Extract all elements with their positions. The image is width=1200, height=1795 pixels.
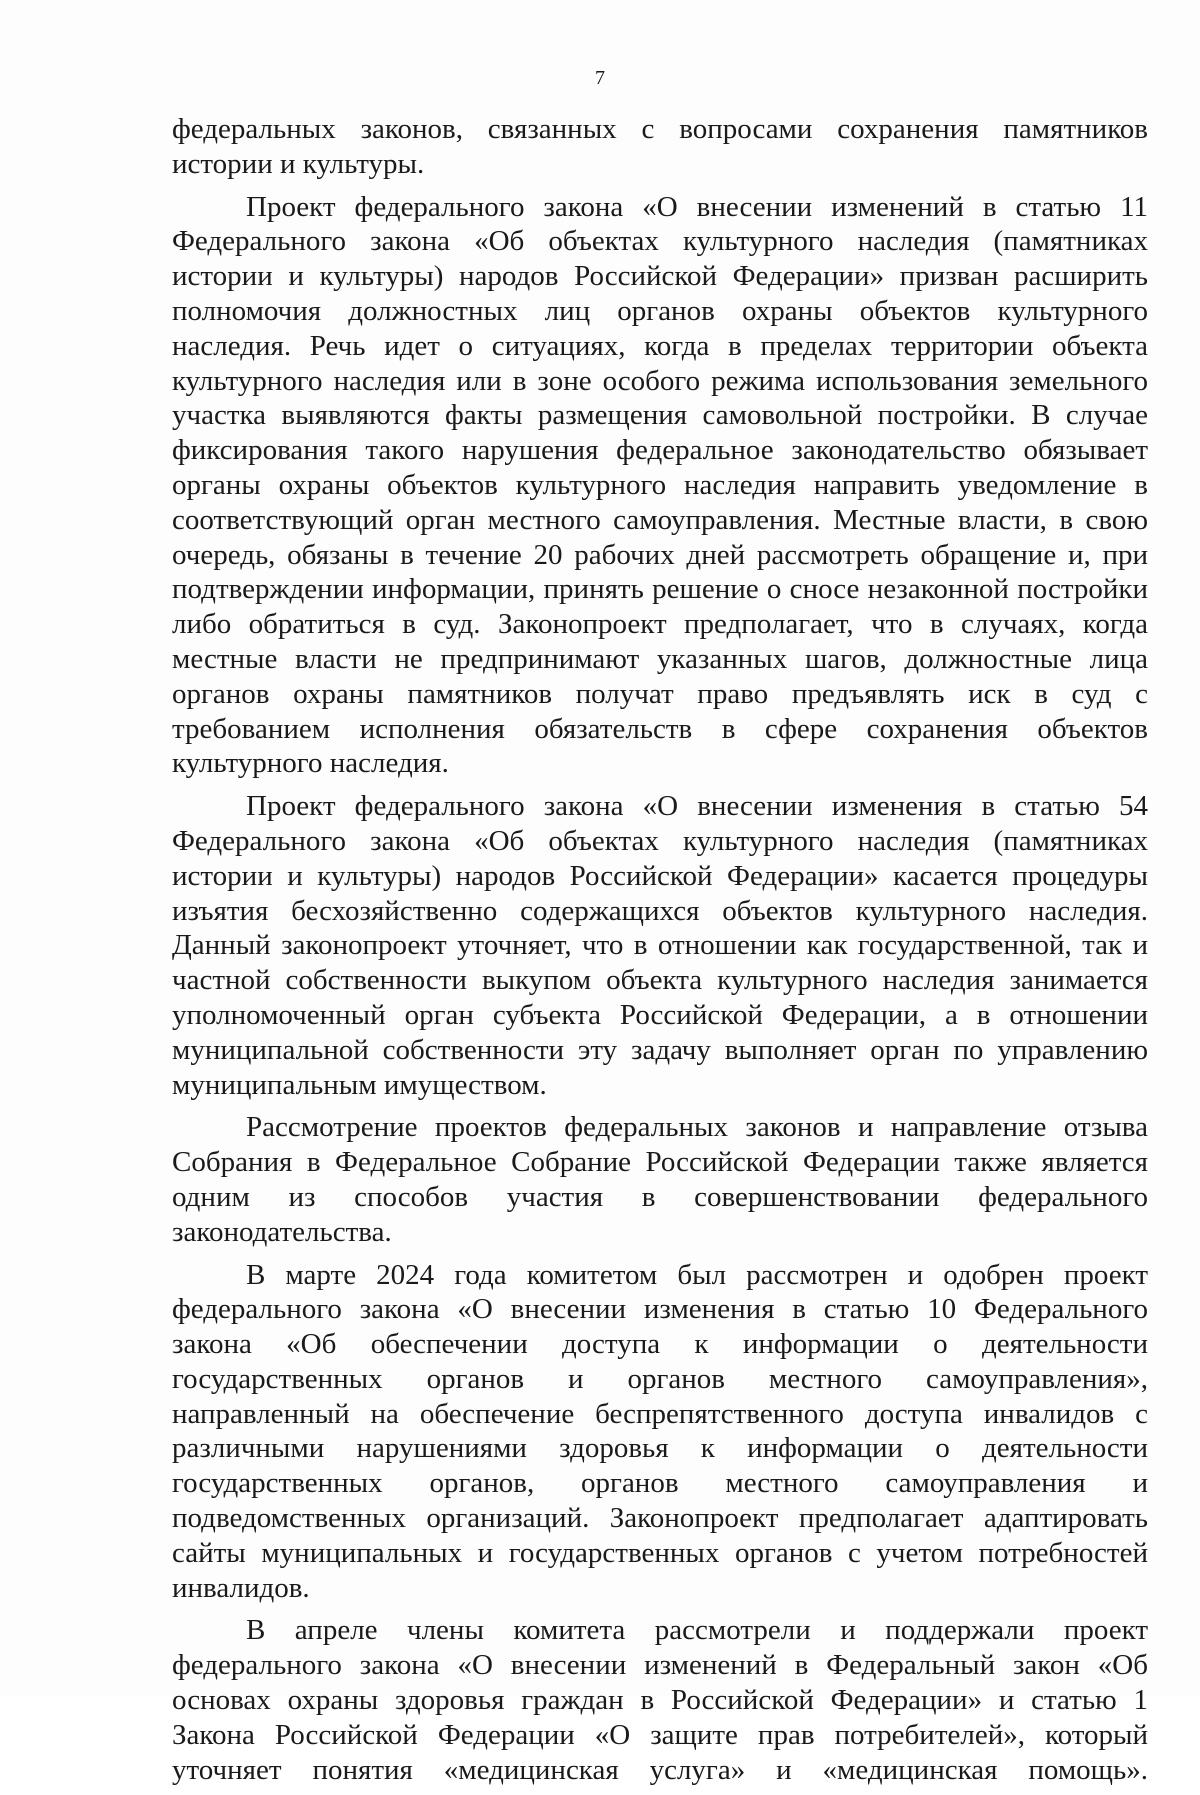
paragraph-article-54: Проект федерального закона «О внесении изменения в статью 54 Федерального закона «Об объектах культурного наследия (памятниках истории и культуры) народов Российской Федерации» касается процедуры изъятия бесхозяйственно содержащихся объектов культурного наследия. Данный законопроект уточняет, что в отношении как государственной, так и частной собственности выкупом объекта культурного наследия занимается уполномоченный орган субъекта Российской Федерации, а в отношении муниципальной собственности эту задачу выполняет орган по управлению муниципальным имуществом.: [172, 790, 1148, 1101]
paragraph-march-2024: В марте 2024 года комитетом был рассмотрен и одобрен проект федерального закона «О внесении изменения в статью 10 Федерального закона «Об обеспечении доступа к информации о деятельности государственных органов и органов местного самоуправления», направленный на обеспечение беспрепятственного доступа инвалидов с различными нарушениями здоровья к информации о деятельности государственных органов, органов местного самоуправления и подведомственных организаций. Законопроект предполагает адаптировать сайты муниципальных и государственных органов с учетом потребностей инвалидов.: [172, 1258, 1148, 1604]
paragraph-april: В апреле члены комитета рассмотрели и поддержали проект федерального закона «О внесении изменений в Федеральный закон «Об основах охраны здоровья граждан в Российской Федерации» и статью 1 Закона Российской Федерации «О защите прав потребителей», который уточняет понятия «медицинская услуга» и «медицинская помощь».: [172, 1614, 1148, 1786]
page-number: 7: [595, 67, 605, 89]
document-body: [172, 112, 1148, 1795]
paragraph-article-11: Проект федерального закона «О внесении изменений в статью 11 Федерального закона «Об объектах культурного наследия (памятниках истории и культуры) народов Российской Федерации» призван расширить полномочия должностных лиц органов охраны объектов культурного наследия. Речь идет о ситуациях, когда в пределах территории объекта культурного наследия или в зоне особого режима использования земельного участка выявляются факты размещения самовольной постройки. В случае фиксирования такого нарушения федеральное законодательство обязывает органы охраны объектов культурного наследия направить уведомление в соответствующий орган местного самоуправления. Местные власти, в свою очередь, обязаны в течение 20 рабочих дней рассмотреть обращение и, при подтверждении информации, принять решение о сносе незаконной постройки либо обратиться в суд. Законопроект предполагает, что в случаях, когда местные власти не предпринимают указанных шагов, должностные лица органов охраны памятников получат право предъявлять иск в суд с требованием исполнения обязательств в сфере сохранения объектов культурного наследия.: [172, 190, 1148, 780]
paragraph-review-projects: Рассмотрение проектов федеральных законов и направление отзыва Собрания в Федеральное Собрание Российской Федерации также является одним из способов участия в совершенствовании федерального законодательства.: [172, 1111, 1148, 1248]
paragraph-continuation: федеральных законов, связанных с вопросами сохранения памятников истории и культуры.: [172, 113, 1148, 180]
